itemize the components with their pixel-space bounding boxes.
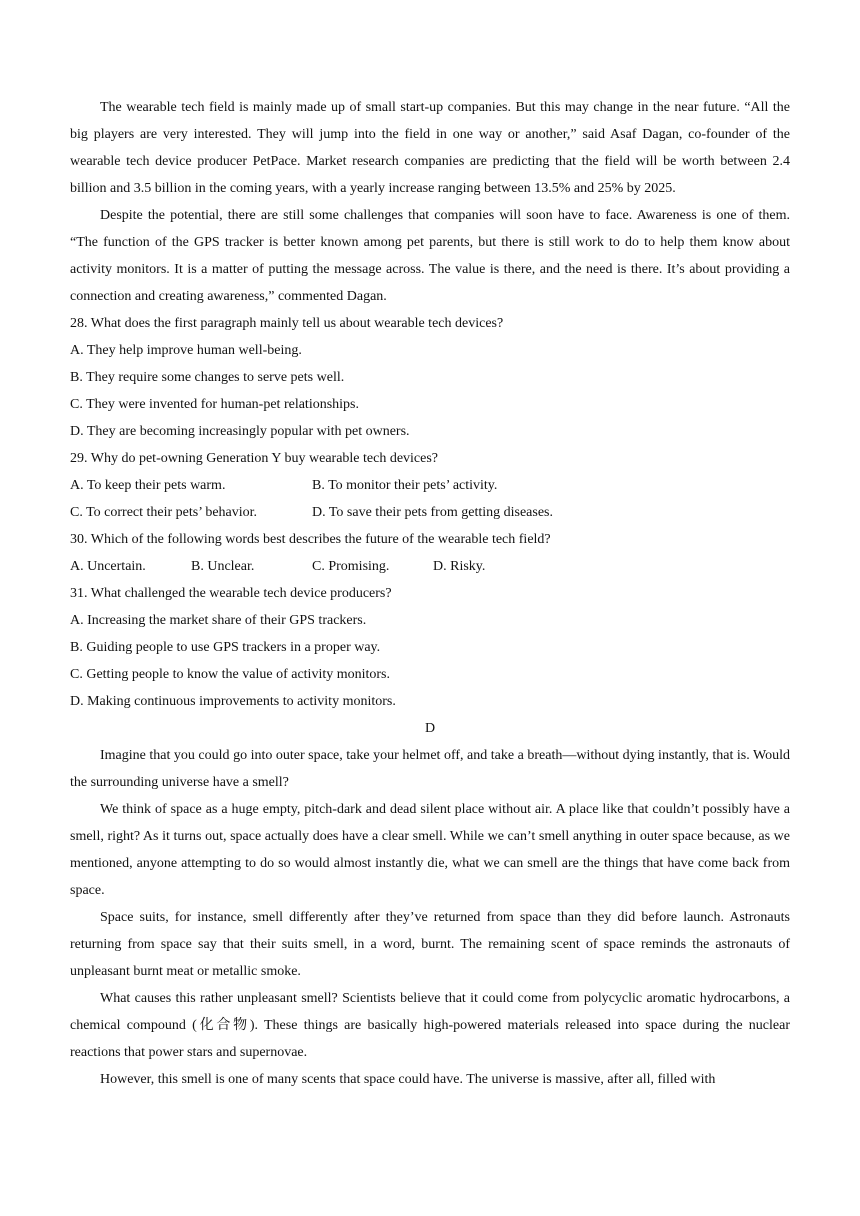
passage-paragraph: What causes this rather unpleasant smell? Scientists believe that it could come from polycyclic aromatic hydrocarbons, a chemical compound (化合物). These things are basically high-powered materials released into space during the nuclear reactions that power stars and supernovae. bbox=[70, 991, 790, 1060]
option-d: D. They are becoming increasingly popular with pet owners. bbox=[70, 424, 410, 439]
question-29 bbox=[70, 445, 790, 526]
options-row bbox=[70, 499, 790, 526]
passage-paragraph: Space suits, for instance, smell differently after they’ve returned from space than they did before launch. Astronauts returning from space say that their suits smell, in a word, burnt. The remaining scent of space reminds the astronauts of unpleasant burnt meat or metallic smoke. bbox=[70, 910, 790, 979]
option-b: B. Unclear. bbox=[191, 559, 255, 574]
option-b: B. Guiding people to use GPS trackers in a proper way. bbox=[70, 640, 381, 655]
option-c: C. To correct their pets’ behavior. bbox=[70, 505, 258, 520]
option-c: C. They were invented for human-pet relationships. bbox=[70, 397, 359, 412]
passage-paragraph: Imagine that you could go into outer space, take your helmet off, and take a breath—without dying instantly, that is. Would the surrounding universe have a smell? bbox=[70, 748, 790, 790]
document-page bbox=[70, 94, 790, 1093]
question-stem: 28. What does the first paragraph mainly tell us about wearable tech devices? bbox=[70, 316, 504, 331]
question-31 bbox=[70, 580, 790, 715]
option-a: A. To keep their pets warm. bbox=[70, 478, 226, 493]
option-a: A. Increasing the market share of their GPS trackers. bbox=[70, 613, 367, 628]
question-stem: 31. What challenged the wearable tech device producers? bbox=[70, 586, 392, 601]
passage-paragraph: The wearable tech field is mainly made up of small start-up companies. But this may change in the near future. “All the big players are very interested. They will jump into the field in one way or another,” said Asaf Dagan, co-founder of the wearable tech device producer PetPace. Market research companies are predicting that the field will be worth between 2.4 billion and 3.5 billion in the coming years, with a yearly increase ranging between 13.5% and 25% by 2025. bbox=[70, 100, 790, 196]
passage-paragraph: Despite the potential, there are still some challenges that companies will soon have to face. Awareness is one of them. “The function of the GPS tracker is better known among pet parents, but there is still work to do to help them know about activity monitors. It is a matter of putting the message across. The value is there, and the need is there. It’s about providing a connection and creating awareness,” commented Dagan. bbox=[70, 208, 790, 304]
options-row bbox=[70, 472, 790, 499]
question-28 bbox=[70, 310, 790, 445]
option-c: C. Promising. bbox=[312, 559, 390, 574]
option-d: D. To save their pets from getting diseases. bbox=[312, 505, 553, 520]
question-30 bbox=[70, 526, 790, 580]
option-b: B. They require some changes to serve pets well. bbox=[70, 370, 345, 385]
passage-paragraph: However, this smell is one of many scents that space could have. The universe is massive, after all, filled with bbox=[100, 1072, 716, 1087]
question-stem: 29. Why do pet-owning Generation Y buy wearable tech devices? bbox=[70, 451, 439, 466]
option-c: C. Getting people to know the value of activity monitors. bbox=[70, 667, 390, 682]
option-b: B. To monitor their pets’ activity. bbox=[312, 478, 498, 493]
option-a: A. Uncertain. bbox=[70, 559, 146, 574]
option-a: A. They help improve human well-being. bbox=[70, 343, 302, 358]
passage-paragraph: We think of space as a huge empty, pitch-dark and dead silent place without air. A place like that couldn’t possibly have a smell, right? As it turns out, space actually does have a clear smell. While we can’t smell anything in outer space because, as we mentioned, anyone attempting to do so would almost instantly die, what we can smell are the things that have come back from space. bbox=[70, 802, 790, 898]
question-stem: 30. Which of the following words best describes the future of the wearable tech field? bbox=[70, 532, 551, 547]
option-d: D. Risky. bbox=[433, 559, 486, 574]
option-d: D. Making continuous improvements to activity monitors. bbox=[70, 694, 396, 709]
section-heading: D bbox=[424, 721, 436, 736]
options-row bbox=[70, 553, 790, 580]
